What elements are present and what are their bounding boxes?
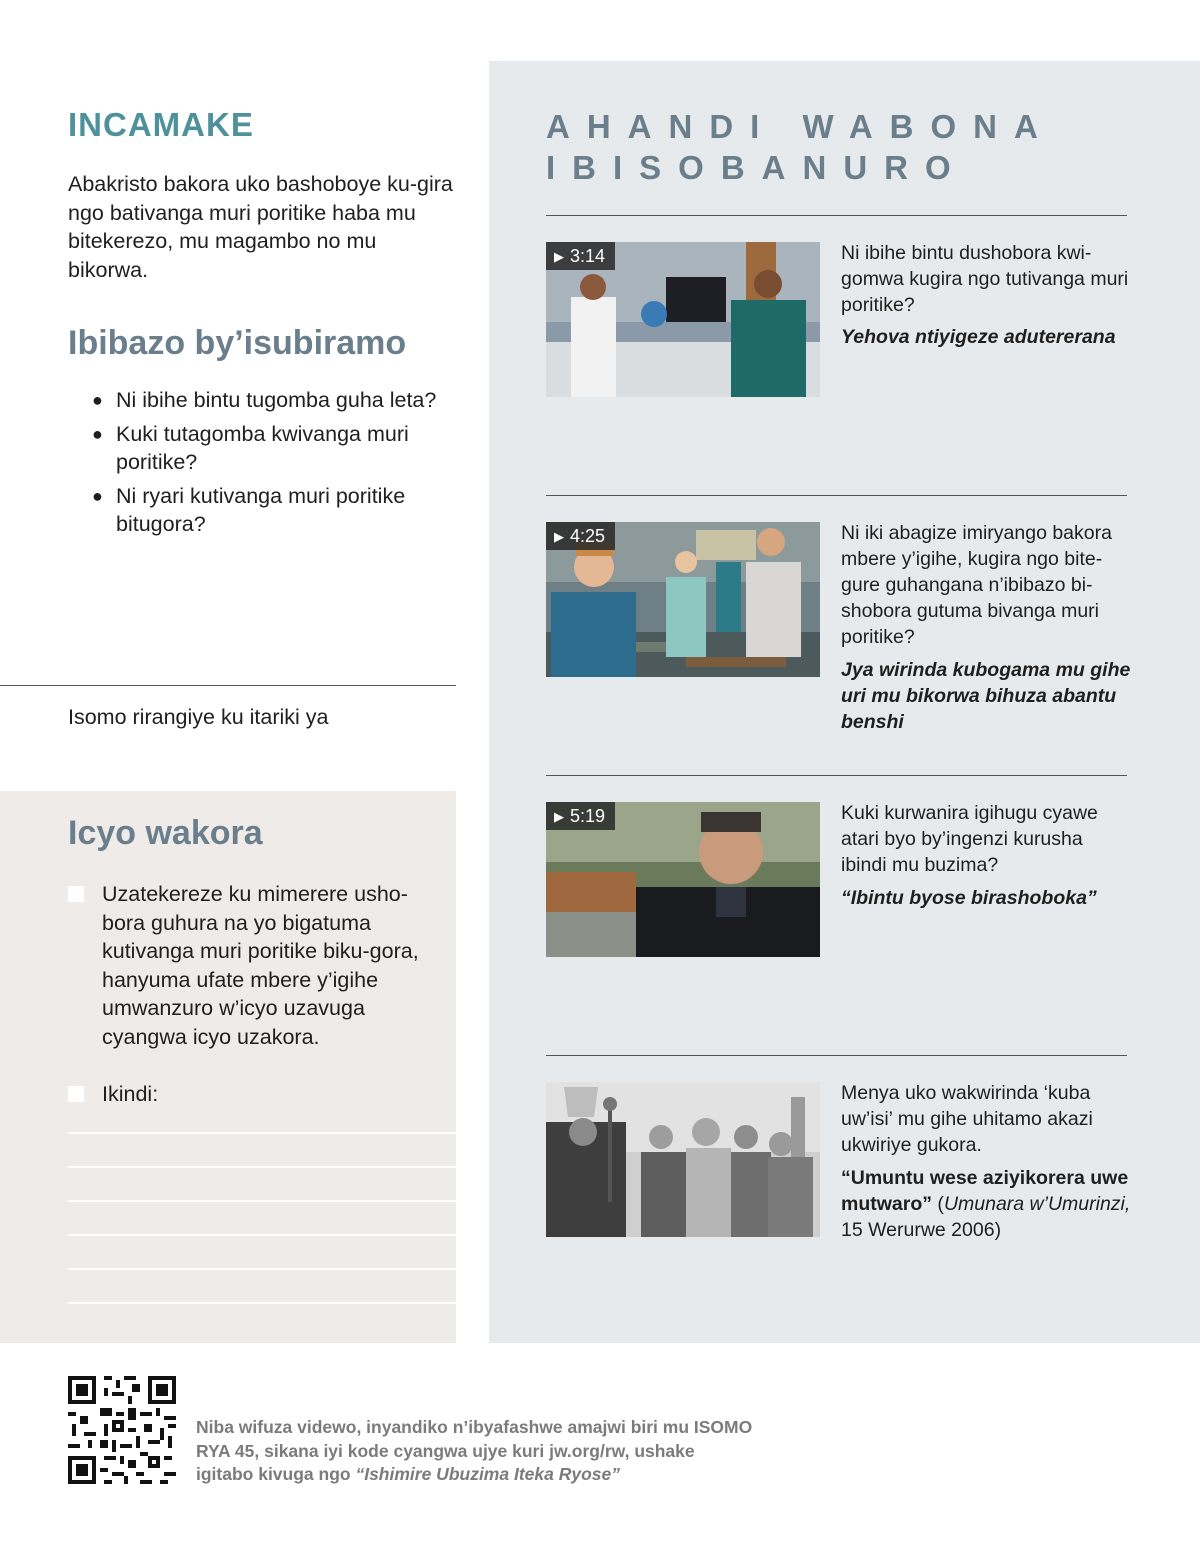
footer-text: Niba wifuza videwo, inyandiko n’ibyafashwe amajwi biri mu ISOMO RYA 45, sikana iyi kode cyangwa ujye kuri jw.org/rw, ushake igitabo kivuga ngo bbox=[196, 1417, 753, 1484]
review-question bbox=[92, 482, 457, 539]
section-divider bbox=[546, 215, 1127, 216]
video-thumbnail[interactable] bbox=[546, 242, 820, 397]
section-divider bbox=[546, 1055, 1127, 1056]
bullet-icon: ● bbox=[92, 390, 103, 410]
todo-item bbox=[68, 880, 438, 1051]
bullet-icon: ● bbox=[92, 485, 103, 506]
article-link[interactable] bbox=[841, 1165, 1131, 1243]
video-description: Ni iki abagize imiryango bakora mbere y’igihe, kugira ngo bite-gure guhangana n’ibibazo bi-shobora gutuma bivanga muri poritike? bbox=[841, 522, 1112, 648]
video-duration-badge: ▶ 4:25 bbox=[546, 522, 615, 550]
review-title: Ibibazo by’isubiramo bbox=[68, 324, 407, 362]
review-question-text: Ni ibihe bintu tugomba guha leta? bbox=[116, 388, 437, 412]
video-link[interactable]: “Ibintu byose birashoboka” bbox=[841, 887, 1097, 909]
article-description: Menya uko wakwirinda ‘kuba uw’isi’ mu gihe uhitamo akazi ukwiriye gukora. bbox=[841, 1082, 1093, 1156]
video-link[interactable]: Jya wirinda kubogama mu gihe uri mu bikorwa bihuza abantu benshi bbox=[841, 659, 1131, 733]
todo-panel bbox=[0, 791, 456, 1343]
play-icon: ▶ bbox=[554, 529, 564, 544]
video-duration-badge: ▶ 3:14 bbox=[546, 242, 615, 270]
footer-note bbox=[196, 1416, 756, 1487]
review-question-list bbox=[92, 386, 457, 544]
ancient-men-illustration bbox=[546, 1082, 820, 1237]
article-source-open: ( bbox=[932, 1193, 944, 1215]
video-description: Ni ibihe bintu dushobora kwi-gomwa kugira ngo tutivanga muri poritike? bbox=[841, 242, 1129, 316]
video-duration-badge: ▶ 5:19 bbox=[546, 802, 615, 830]
summary-text: Abakristo bakora uko bashoboye ku-gira ngo bativanga muri poritike haba mu bitekerezo, mu magambo no mu bikorwa. bbox=[68, 172, 453, 282]
review-question bbox=[92, 386, 457, 415]
summary-title: INCAMAKE bbox=[68, 106, 254, 143]
qr-code-icon[interactable] bbox=[68, 1376, 176, 1484]
section-divider bbox=[0, 685, 456, 686]
lesson-completed-date-label: Isomo rirangiye ku itariki ya bbox=[68, 705, 329, 729]
video-link[interactable]: Yehova ntiyigeze adutererana bbox=[841, 326, 1116, 348]
todo-title: Icyo wakora bbox=[68, 814, 263, 852]
writing-line bbox=[68, 1200, 456, 1202]
play-icon: ▶ bbox=[554, 809, 564, 824]
todo-item-text: Uzatekereze ku mimerere usho-bora guhura na yo bigatuma kutivanga muri poritike biku-gora, hanyuma ufate mbere y’igihe umwanzuro w’icyo uzavuga cyangwa icyo uzakora. bbox=[102, 882, 419, 1049]
review-question-text: Kuki tutagomba kwivanga muri poritike? bbox=[116, 421, 409, 474]
video-description: Kuki kurwanira igihugu cyawe atari byo by’ingenzi kurusha ibindi mu buzima? bbox=[841, 802, 1098, 876]
footer-book-title: “Ishimire Ubuzima Iteka Ryose” bbox=[355, 1464, 620, 1484]
bullet-icon: ● bbox=[92, 423, 103, 444]
video-thumbnail[interactable] bbox=[546, 522, 820, 677]
todo-item-text: Ikindi: bbox=[102, 1082, 159, 1106]
explore-title: AHANDI WABONA IBISOBANURO bbox=[546, 108, 1054, 186]
play-icon: ▶ bbox=[554, 249, 564, 264]
article-source-title: Umunara w’Umurinzi, bbox=[943, 1193, 1131, 1215]
writing-line bbox=[68, 1166, 456, 1168]
writing-line bbox=[68, 1234, 456, 1236]
todo-item bbox=[68, 1080, 438, 1109]
article-illustration bbox=[546, 1082, 820, 1237]
writing-line bbox=[68, 1132, 456, 1134]
section-divider bbox=[546, 775, 1127, 776]
article-source-date: 15 Werurwe 2006) bbox=[841, 1219, 1002, 1241]
review-question-text: Ni ryari kutivanga muri poritike bitugora? bbox=[116, 483, 406, 536]
checkbox[interactable] bbox=[68, 886, 84, 902]
checkbox[interactable] bbox=[68, 1086, 84, 1102]
section-divider bbox=[546, 495, 1127, 496]
writing-line bbox=[68, 1302, 456, 1304]
video-thumbnail[interactable] bbox=[546, 802, 820, 957]
article-title[interactable]: “Umuntu wese aziyikorera uwe mutwaro” bbox=[841, 1167, 1129, 1215]
writing-line bbox=[68, 1268, 456, 1270]
review-question bbox=[92, 420, 457, 477]
